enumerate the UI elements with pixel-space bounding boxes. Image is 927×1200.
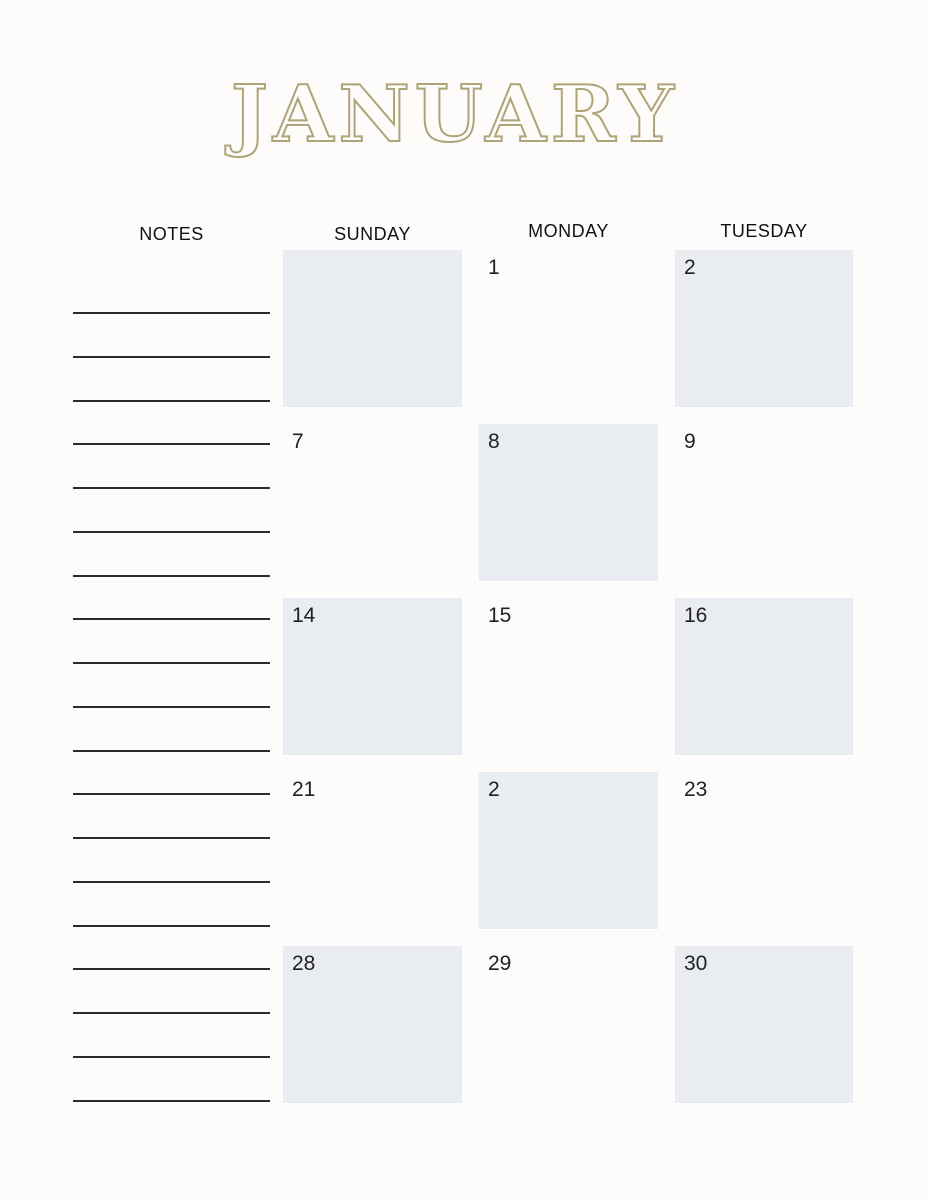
day-cell <box>675 598 853 755</box>
note-line <box>73 400 270 402</box>
day-number: 2 <box>488 778 500 801</box>
note-line <box>73 662 270 664</box>
day-cell <box>675 424 853 581</box>
note-line <box>73 1056 270 1058</box>
note-line <box>73 575 270 577</box>
note-line <box>73 793 270 795</box>
day-cell <box>479 250 658 407</box>
day-cell <box>283 424 462 581</box>
day-number: 15 <box>488 604 512 627</box>
note-line <box>73 968 270 970</box>
day-cell <box>479 946 658 1103</box>
day-cell <box>479 772 658 929</box>
note-line <box>73 837 270 839</box>
day-header-sunday: SUNDAY <box>334 224 411 244</box>
note-line <box>73 1012 270 1014</box>
day-header-monday: MONDAY <box>528 221 609 241</box>
calendar-grid <box>283 250 853 1103</box>
note-line <box>73 312 270 314</box>
note-line <box>73 618 270 620</box>
note-line <box>73 1100 270 1102</box>
day-number: 16 <box>684 604 708 627</box>
day-number: 9 <box>684 430 696 453</box>
note-line <box>73 531 270 533</box>
note-line <box>73 356 270 358</box>
day-number: 14 <box>292 604 316 627</box>
day-number: 1 <box>488 256 500 279</box>
note-line <box>73 881 270 883</box>
notes-lines <box>73 312 270 1102</box>
day-cell <box>283 772 462 929</box>
day-cell <box>283 946 462 1103</box>
day-number: 21 <box>292 778 316 801</box>
day-cell <box>479 424 658 581</box>
note-line <box>73 925 270 927</box>
day-number: 8 <box>488 430 500 453</box>
note-line <box>73 443 270 445</box>
note-line <box>73 706 270 708</box>
day-number: 29 <box>488 952 512 975</box>
day-number: 2 <box>684 256 696 279</box>
day-cell <box>675 772 853 929</box>
notes-column-header: NOTES <box>139 224 204 244</box>
day-number: 23 <box>684 778 708 801</box>
day-header-tuesday: TUESDAY <box>720 221 808 241</box>
note-line <box>73 750 270 752</box>
day-cell <box>675 250 853 407</box>
day-cell <box>479 598 658 755</box>
day-cell <box>283 598 462 755</box>
day-number: 7 <box>292 430 304 453</box>
month-title: JANUARY <box>231 69 679 160</box>
day-cell <box>675 946 853 1103</box>
day-number: 28 <box>292 952 316 975</box>
day-cell <box>283 250 462 407</box>
day-number: 30 <box>684 952 708 975</box>
note-line <box>73 487 270 489</box>
